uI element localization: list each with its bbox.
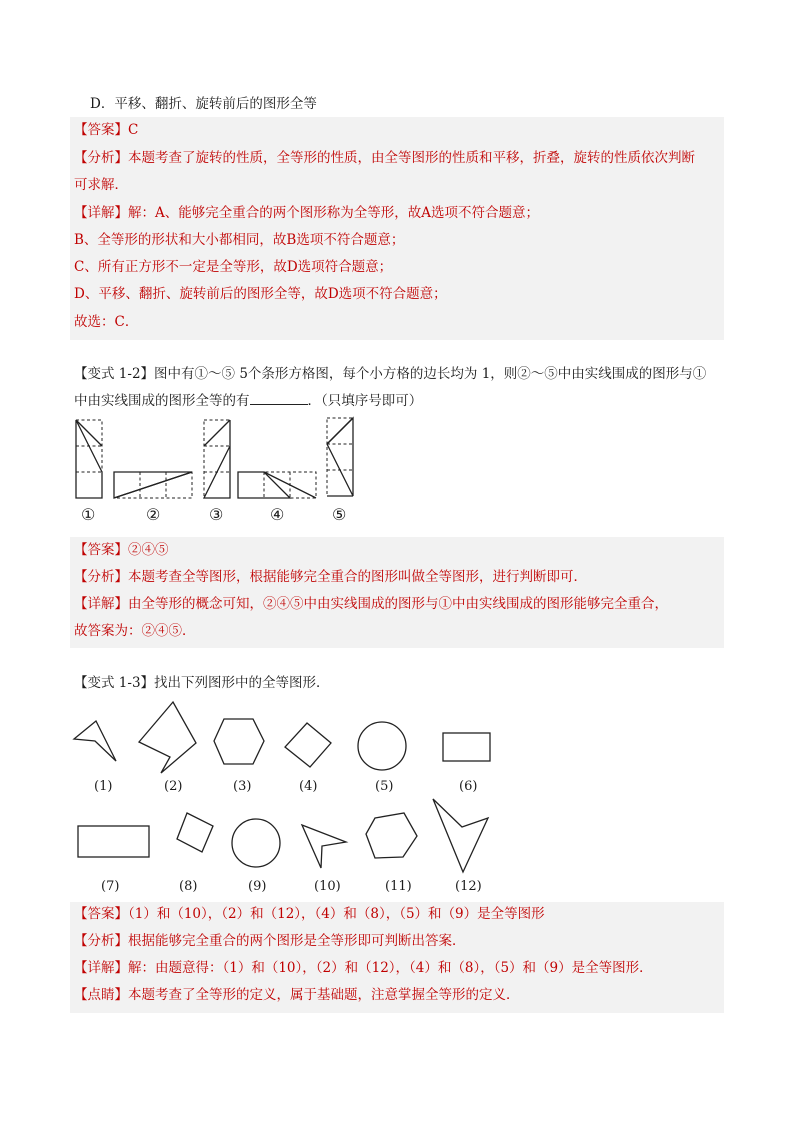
answer-block-1 xyxy=(70,117,724,340)
strip-label-2: ② xyxy=(146,505,161,524)
shape-label-12: (12) xyxy=(455,879,482,894)
detail-tag: 【详解】 xyxy=(74,205,128,221)
shape-label-5: (5) xyxy=(375,779,394,794)
strip-figure-5 xyxy=(327,418,353,496)
strip-grid-figures xyxy=(0,410,794,510)
shape-label-2: (2) xyxy=(164,779,183,794)
question-1-3: 【变式 1-3】找出下列图形中的全等图形． xyxy=(74,675,330,691)
strip-figure-2 xyxy=(114,472,192,498)
detail-line-2: B、全等形的形状和大小都相同，故B选项不符合题意； xyxy=(74,232,405,248)
shape-8-square xyxy=(177,813,213,852)
comment-text: 本题考查了全等形的定义，属于基础题，注意掌握全等形的定义． xyxy=(128,987,520,1003)
shape-label-9: (9) xyxy=(248,879,267,894)
shape-10-arrowhead xyxy=(302,825,346,868)
detail-line-3: C、所有正方形不一定是全等形，故D选项符合题意； xyxy=(74,259,393,275)
analysis-text: 本题考查了旋转的性质，全等形的性质，由全等图形的性质和平移，折叠，旋转的性质依次判断 xyxy=(128,150,695,166)
detail-line-4: D、平移、翻折、旋转前后的图形全等，故D选项不符合题意； xyxy=(74,286,447,302)
question-1-2-line-1 xyxy=(74,364,706,384)
shape-2-lightning xyxy=(139,702,196,773)
shape-4-square xyxy=(285,723,331,767)
shape-12-lightning xyxy=(433,799,488,872)
shape-3-hexagon xyxy=(214,719,264,764)
shape-5-circle xyxy=(358,722,406,770)
answer-value: C xyxy=(128,122,139,138)
strip-figure-4 xyxy=(238,472,316,498)
shape-1-arrowhead xyxy=(74,721,116,761)
shape-6-rectangle xyxy=(443,733,490,761)
answer-value: ②④⑤ xyxy=(128,542,169,558)
analysis-tag: 【分析】 xyxy=(74,150,128,166)
shape-label-11: (11) xyxy=(385,879,412,894)
shape-label-4: (4) xyxy=(299,779,318,794)
answer-blank xyxy=(250,390,308,405)
strip-label-3: ③ xyxy=(209,505,224,524)
shape-11-hexagon xyxy=(366,813,417,858)
detail-text: 解：由题意得：（1）和（10），（2）和（12），（4）和（8），（5）和（9）是全等图形． xyxy=(128,960,653,976)
strip-figure-1 xyxy=(76,420,102,498)
shape-label-7: (7) xyxy=(101,879,120,894)
strip-label-5: ⑤ xyxy=(332,505,347,524)
strip-label-1: ① xyxy=(81,505,96,524)
shape-label-3: (3) xyxy=(233,779,252,794)
detail-line-1: 由全等形的概念可知，②④⑤中由实线围成的图形与①中由实线围成的图形能够完全重合， xyxy=(128,596,668,612)
question-tag: 【变式 1-2】 xyxy=(74,366,155,382)
question-text: 图中有①～⑤ 5个条形方格图，每个小方格的边长均为 1，则②～⑤中由实线围成的图形与① xyxy=(154,366,707,382)
shape-label-1: (1) xyxy=(94,779,113,794)
detail-line-1: 解：A、能够完全重合的两个图形称为全等形，故A选项不符合题意； xyxy=(128,205,539,221)
question-1-2-line-2: 中由实线围成的图形全等的有 ．（只填序号即可） xyxy=(74,390,422,411)
shape-figures xyxy=(0,695,794,895)
shape-label-6: (6) xyxy=(459,779,478,794)
shape-label-8: (8) xyxy=(179,879,198,894)
analysis-text-cont: 可求解． xyxy=(74,177,128,193)
answer-block-2: 【答案】②④⑤ 【分析】本题考查全等图形，根据能够完全重合的图形叫做全等图形，进行判断即可． 【详解】由全等形的概念可知，②④⑤中由实线围成的图形与①中由实线围成的图形能够完全重合， 故答案为：②④⑤． xyxy=(70,537,724,648)
strip-figure-3 xyxy=(204,420,230,498)
shape-9-circle xyxy=(232,819,280,867)
detail-line-2: 故答案为：②④⑤． xyxy=(74,623,196,639)
shape-7-rectangle xyxy=(78,826,149,857)
shape-label-10: (10) xyxy=(314,879,341,894)
detail-line-5: 故选：C． xyxy=(74,314,139,330)
strip-label-4: ④ xyxy=(270,505,285,524)
answer-tag: 【答案】 xyxy=(74,122,128,138)
analysis-text: 本题考查全等图形，根据能够完全重合的图形叫做全等图形，进行判断即可． xyxy=(128,569,587,585)
answer-value: （1）和（10），（2）和（12），（4）和（8），（5）和（9）是全等图形 xyxy=(128,906,545,922)
analysis-text: 根据能够完全重合的两个图形是全等形即可判断出答案． xyxy=(128,933,466,949)
option-d-line: D．平移、翻折、旋转前后的图形全等 xyxy=(90,96,317,112)
answer-block-3: 【答案】（1）和（10），（2）和（12），（4）和（8），（5）和（9）是全等图形 【分析】根据能够完全重合的两个图形是全等形即可判断出答案． 【详解】解：由题意得：（1）和（10），（2）和（12），（4）和（8），（5）和（9）是全等图形． 【点睛】本题考查了全等形的定义，属于基础题，注意掌握全等形的定义． xyxy=(70,902,724,1013)
